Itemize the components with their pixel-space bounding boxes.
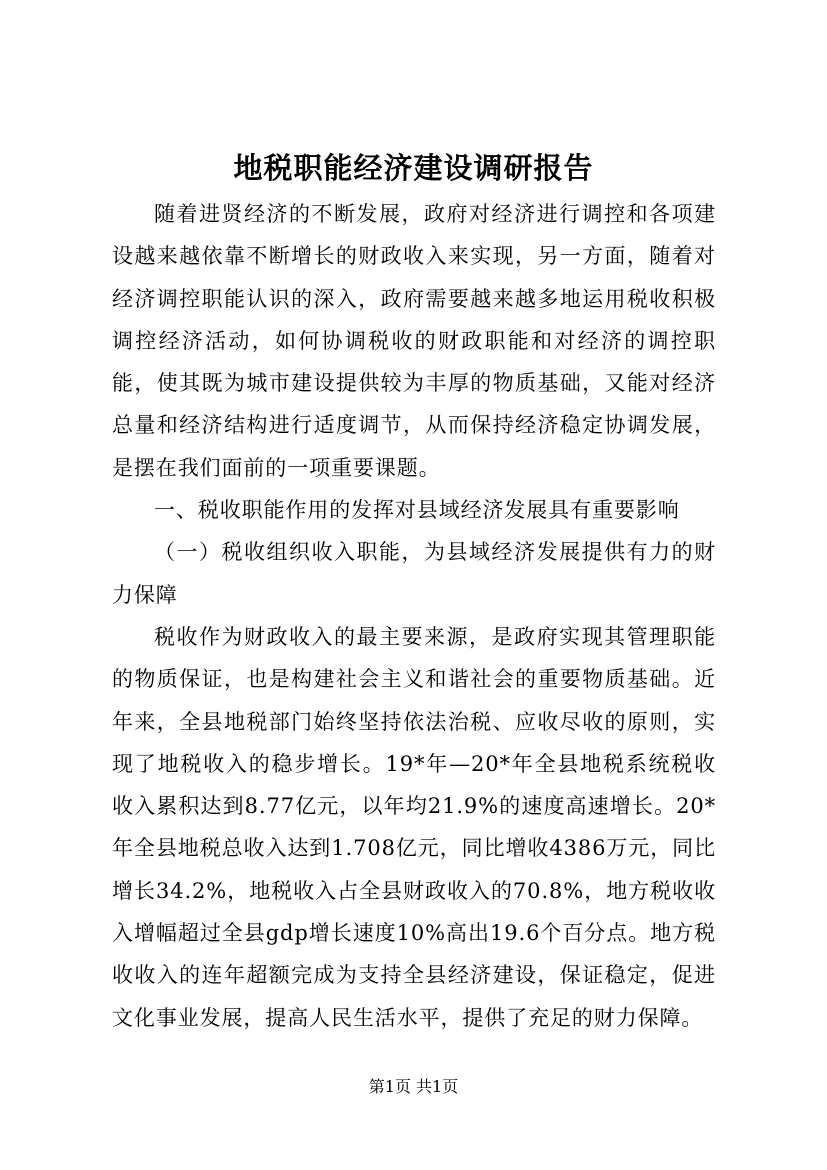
page-footer: 第1页 共1页: [368, 1077, 459, 1096]
body-paragraph: 税收作为财政收入的最主要来源，是政府实现其管理职能的物质保证，也是构建社会主义和谐社会的重要物质基础。近年来，全县地税部门始终坚持依法治税、应收尽收的原则，实现了地税收入的稳步增长。19*年—20*年全县地税系统税收收入累积达到8.77亿元，以年均21.9%的速度高速增长。20*年全县地税总收入达到1.708亿元，同比增收4386万元，同比增长34.2%，地税收入占全县财政收入的70.8%，地方税收收入增幅超过全县gdp增长速度10%高出19.6个百分点。地方税收收入的连年超额完成为支持全县经济建设，保证稳定，促进文化事业发展，提高人民生活水平，提供了充足的财力保障。: [112, 624, 716, 1030]
document-body: [112, 193, 716, 1039]
section-heading: 一、税收职能作用的发挥对县域经济发展具有重要影响: [154, 498, 680, 523]
intro-paragraph: 随着进贤经济的不断发展，政府对经济进行调控和各项建设越来越依靠不断增长的财政收入来实现，另一方面，随着对经济调控职能认识的深入，政府需要越来越多地运用税收积极调控经济活动，如何协调税收的财政职能和对经济的调控职能，使其既为城市建设提供较为丰厚的物质基础，又能对经济总量和经济结构进行适度调节，从而保持经济稳定协调发展，是摆在我们面前的一项重要课题。: [112, 202, 716, 480]
subsection-heading: （一）税收组织收入职能，为县域经济发展提供有力的财力保障: [112, 540, 716, 607]
document-title: 地税职能经济建设调研报告: [233, 151, 594, 185]
